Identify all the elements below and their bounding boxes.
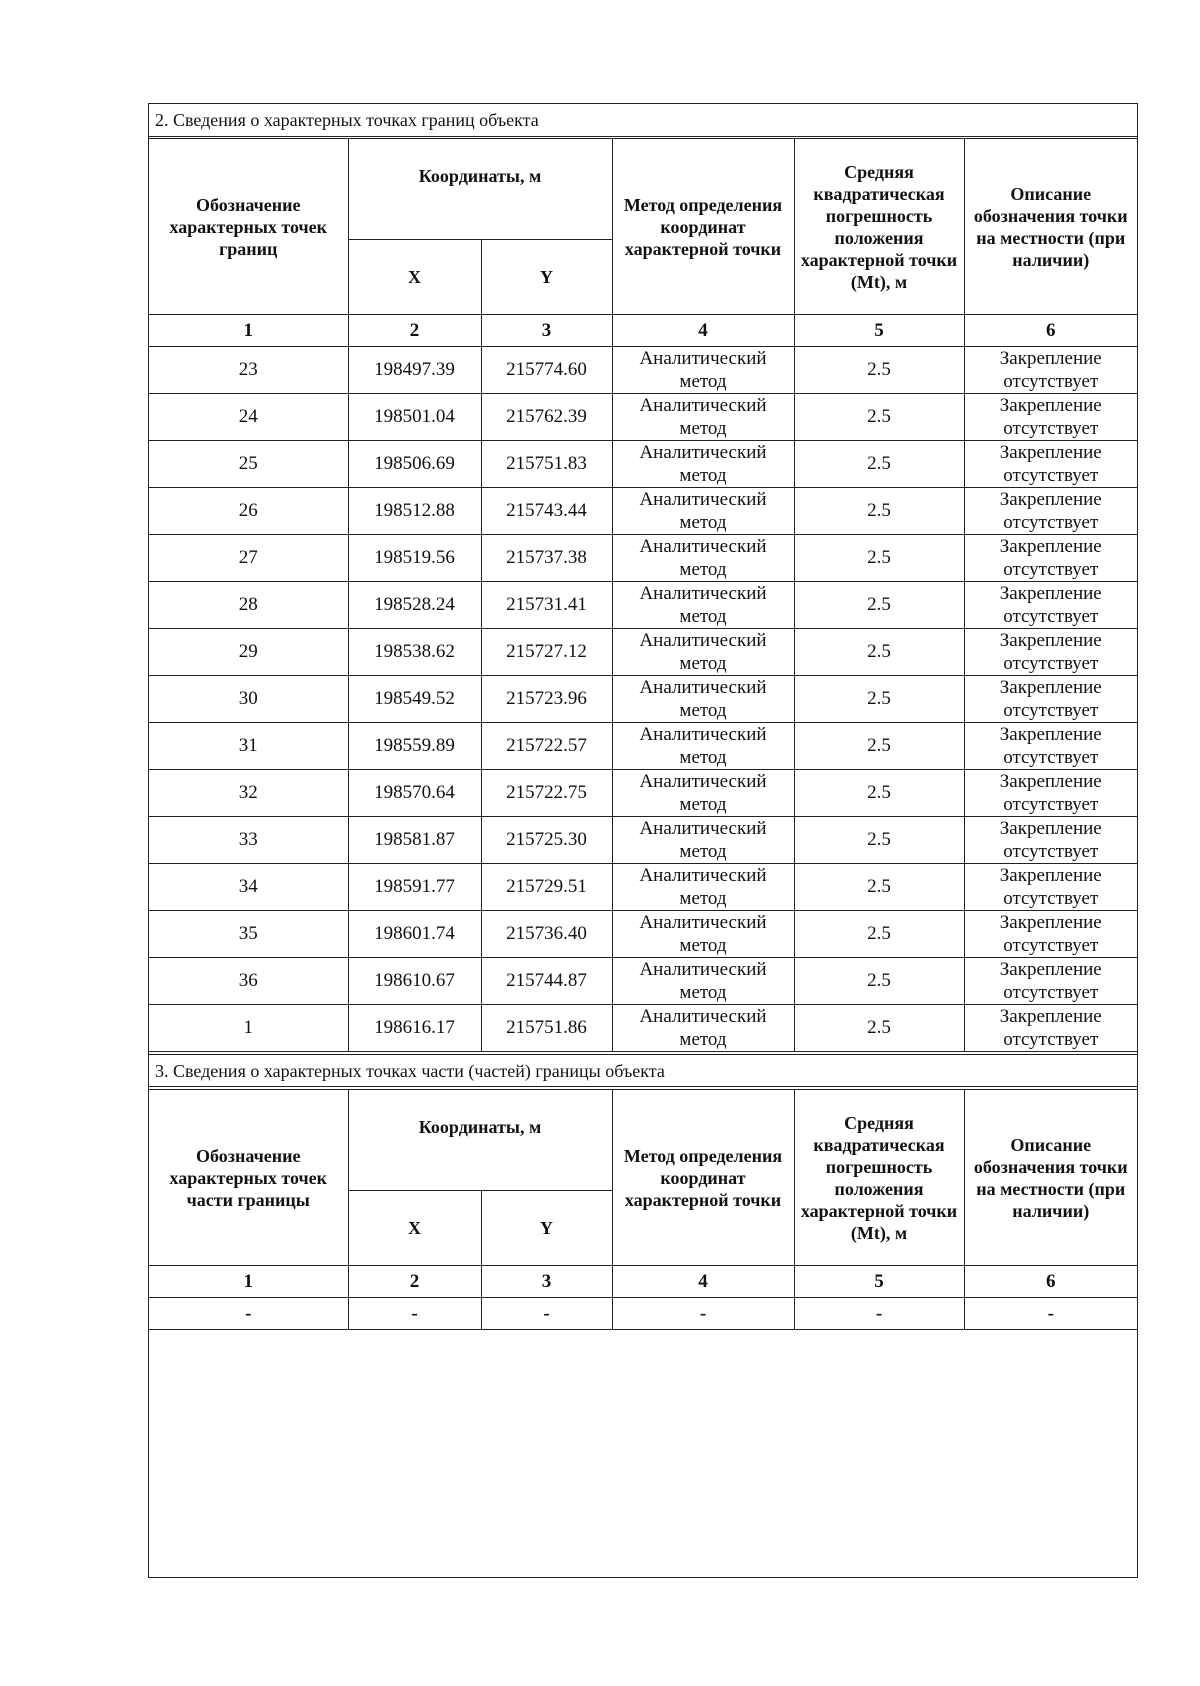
description-cell <box>964 629 1137 676</box>
table-row <box>149 394 1137 441</box>
method-line-2: метод <box>679 465 727 486</box>
method-cell <box>612 958 794 1005</box>
x-cell: 198581.87 <box>348 817 481 864</box>
y-cell: 215762.39 <box>481 394 612 441</box>
table-row <box>149 535 1137 582</box>
col-number: 5 <box>794 1266 964 1298</box>
description-line-1: Закрепление <box>999 1006 1102 1027</box>
error-cell: 2.5 <box>794 488 964 535</box>
point-cell: 25 <box>149 441 348 488</box>
description-cell <box>964 770 1137 817</box>
table-row <box>149 770 1137 817</box>
x-cell: 198519.56 <box>348 535 481 582</box>
col-number: 1 <box>149 1266 348 1298</box>
description-line-1: Закрепление <box>999 583 1102 604</box>
header-y: Y <box>481 240 612 315</box>
table-row <box>149 582 1137 629</box>
description-line-2: отсутствует <box>1003 512 1099 533</box>
error-cell: 2.5 <box>794 347 964 394</box>
header-mean-error: Средняя квадратическая погрешность положения характерной точки (Mt), м <box>794 139 964 315</box>
y-cell: 215751.83 <box>481 441 612 488</box>
col-number: 4 <box>612 1266 794 1298</box>
header-point-designation: Обозначение характерных точек границ <box>149 139 348 315</box>
header-description: Описание обозначения точки на местности (при наличии) <box>964 1090 1137 1266</box>
point-cell: - <box>149 1298 348 1330</box>
point-cell: 30 <box>149 676 348 723</box>
y-cell: 215722.75 <box>481 770 612 817</box>
method-cell <box>612 817 794 864</box>
y-cell: 215737.38 <box>481 535 612 582</box>
error-cell: 2.5 <box>794 911 964 958</box>
column-number-row <box>149 315 1137 347</box>
table-row <box>149 629 1137 676</box>
x-cell: 198506.69 <box>348 441 481 488</box>
description-cell <box>964 911 1137 958</box>
y-cell: 215743.44 <box>481 488 612 535</box>
method-cell <box>612 347 794 394</box>
table-row <box>149 723 1137 770</box>
description-line-2: отсутствует <box>1003 465 1099 486</box>
description-line-1: Закрепление <box>999 959 1102 980</box>
method-line-2: метод <box>679 418 727 439</box>
error-cell: 2.5 <box>794 958 964 1005</box>
method-line-2: метод <box>679 559 727 580</box>
x-cell: 198570.64 <box>348 770 481 817</box>
description-line-2: отсутствует <box>1003 841 1099 862</box>
table-row <box>149 958 1137 1005</box>
header-x: X <box>348 1191 481 1266</box>
point-cell: 23 <box>149 347 348 394</box>
x-cell: 198559.89 <box>348 723 481 770</box>
y-cell: 215751.86 <box>481 1005 612 1052</box>
method-line-1: Аналитический <box>639 818 767 839</box>
x-cell: 198601.74 <box>348 911 481 958</box>
point-cell: 28 <box>149 582 348 629</box>
part-boundary-points-table <box>149 1089 1137 1330</box>
x-cell: 198616.17 <box>348 1005 481 1052</box>
method-line-2: метод <box>679 935 727 956</box>
document-frame <box>148 103 1138 1578</box>
description-line-2: отсутствует <box>1003 1029 1099 1050</box>
table-row <box>149 676 1137 723</box>
method-cell <box>612 676 794 723</box>
method-line-1: Аналитический <box>639 1006 767 1027</box>
col-number: 6 <box>964 1266 1137 1298</box>
method-cell <box>612 441 794 488</box>
y-cell: 215727.12 <box>481 629 612 676</box>
column-number-row <box>149 1266 1137 1298</box>
method-line-2: метод <box>679 653 727 674</box>
description-line-2: отсутствует <box>1003 888 1099 909</box>
col-number: 3 <box>481 315 612 347</box>
header-x: X <box>348 240 481 315</box>
error-cell: 2.5 <box>794 1005 964 1052</box>
header-point-designation: Обозначение характерных точек части границы <box>149 1090 348 1266</box>
description-cell <box>964 817 1137 864</box>
error-cell: 2.5 <box>794 535 964 582</box>
point-cell: 1 <box>149 1005 348 1052</box>
point-cell: 35 <box>149 911 348 958</box>
table-row <box>149 817 1137 864</box>
description-line-2: отсутствует <box>1003 700 1099 721</box>
x-cell: 198549.52 <box>348 676 481 723</box>
description-cell <box>964 347 1137 394</box>
description-line-1: Закрепление <box>999 630 1102 651</box>
table-row <box>149 864 1137 911</box>
y-cell: 215722.57 <box>481 723 612 770</box>
method-line-1: Аналитический <box>639 630 767 651</box>
method-line-1: Аналитический <box>639 442 767 463</box>
table-row <box>149 488 1137 535</box>
method-line-2: метод <box>679 747 727 768</box>
x-cell: - <box>348 1298 481 1330</box>
section-3-title: 3. Сведения о характерных точках части (частей) границы объекта <box>149 1054 1137 1087</box>
method-line-1: Аналитический <box>639 959 767 980</box>
y-cell: - <box>481 1298 612 1330</box>
table-row <box>149 1298 1137 1330</box>
header-description: Описание обозначения точки на местности (при наличии) <box>964 139 1137 315</box>
x-cell: 198538.62 <box>348 629 481 676</box>
table-row <box>149 1005 1137 1052</box>
col-number: 1 <box>149 315 348 347</box>
description-line-2: отсутствует <box>1003 935 1099 956</box>
table-row <box>149 911 1137 958</box>
method-cell <box>612 582 794 629</box>
point-cell: 27 <box>149 535 348 582</box>
description-cell <box>964 958 1137 1005</box>
method-line-2: метод <box>679 700 727 721</box>
method-line-1: Аналитический <box>639 348 767 369</box>
error-cell: 2.5 <box>794 864 964 911</box>
description-cell: - <box>964 1298 1137 1330</box>
x-cell: 198610.67 <box>348 958 481 1005</box>
method-line-2: метод <box>679 888 727 909</box>
description-line-1: Закрепление <box>999 818 1102 839</box>
method-cell <box>612 864 794 911</box>
table-row <box>149 441 1137 488</box>
method-cell <box>612 535 794 582</box>
description-line-1: Закрепление <box>999 348 1102 369</box>
header-method: Метод определения координат характерной точки <box>612 1090 794 1266</box>
error-cell: 2.5 <box>794 582 964 629</box>
method-line-1: Аналитический <box>639 865 767 886</box>
error-cell: 2.5 <box>794 723 964 770</box>
point-cell: 24 <box>149 394 348 441</box>
header-mean-error: Средняя квадратическая погрешность положения характерной точки (Mt), м <box>794 1090 964 1266</box>
description-cell <box>964 488 1137 535</box>
col-number: 5 <box>794 315 964 347</box>
method-line-2: метод <box>679 512 727 533</box>
method-line-1: Аналитический <box>639 912 767 933</box>
description-line-1: Закрепление <box>999 395 1102 416</box>
point-cell: 32 <box>149 770 348 817</box>
col-number: 2 <box>348 1266 481 1298</box>
description-line-2: отсутствует <box>1003 794 1099 815</box>
description-cell <box>964 864 1137 911</box>
method-line-1: Аналитический <box>639 395 767 416</box>
error-cell: 2.5 <box>794 770 964 817</box>
description-line-2: отсутствует <box>1003 606 1099 627</box>
description-cell <box>964 394 1137 441</box>
point-cell: 31 <box>149 723 348 770</box>
x-cell: 198528.24 <box>348 582 481 629</box>
description-line-2: отсутствует <box>1003 747 1099 768</box>
method-line-1: Аналитический <box>639 771 767 792</box>
point-cell: 36 <box>149 958 348 1005</box>
error-cell: 2.5 <box>794 676 964 723</box>
description-line-1: Закрепление <box>999 912 1102 933</box>
col-number: 4 <box>612 315 794 347</box>
header-y: Y <box>481 1191 612 1266</box>
method-cell <box>612 770 794 817</box>
x-cell: 198512.88 <box>348 488 481 535</box>
method-line-2: метод <box>679 606 727 627</box>
y-cell: 215774.60 <box>481 347 612 394</box>
point-cell: 34 <box>149 864 348 911</box>
y-cell: 215729.51 <box>481 864 612 911</box>
description-line-1: Закрепление <box>999 536 1102 557</box>
description-cell <box>964 535 1137 582</box>
y-cell: 215731.41 <box>481 582 612 629</box>
table-header-row <box>149 1090 1137 1191</box>
method-cell <box>612 723 794 770</box>
y-cell: 215725.30 <box>481 817 612 864</box>
description-cell <box>964 441 1137 488</box>
method-line-2: метод <box>679 371 727 392</box>
method-cell: - <box>612 1298 794 1330</box>
boundary-points-table <box>149 138 1137 1052</box>
method-cell <box>612 629 794 676</box>
method-cell <box>612 1005 794 1052</box>
description-line-1: Закрепление <box>999 677 1102 698</box>
method-cell <box>612 394 794 441</box>
description-line-1: Закрепление <box>999 489 1102 510</box>
x-cell: 198497.39 <box>348 347 481 394</box>
method-line-1: Аналитический <box>639 536 767 557</box>
header-coordinates: Координаты, м <box>348 1090 612 1191</box>
table-header-row <box>149 139 1137 240</box>
col-number: 6 <box>964 315 1137 347</box>
description-line-1: Закрепление <box>999 771 1102 792</box>
method-line-2: метод <box>679 841 727 862</box>
description-line-2: отсутствует <box>1003 418 1099 439</box>
col-number: 3 <box>481 1266 612 1298</box>
x-cell: 198501.04 <box>348 394 481 441</box>
point-cell: 29 <box>149 629 348 676</box>
header-method: Метод определения координат характерной точки <box>612 139 794 315</box>
description-cell <box>964 1005 1137 1052</box>
header-coordinates: Координаты, м <box>348 139 612 240</box>
description-line-1: Закрепление <box>999 724 1102 745</box>
description-cell <box>964 676 1137 723</box>
point-cell: 26 <box>149 488 348 535</box>
method-line-2: метод <box>679 1029 727 1050</box>
x-cell: 198591.77 <box>348 864 481 911</box>
description-cell <box>964 582 1137 629</box>
error-cell: 2.5 <box>794 817 964 864</box>
y-cell: 215723.96 <box>481 676 612 723</box>
description-line-2: отсутствует <box>1003 982 1099 1003</box>
error-cell: - <box>794 1298 964 1330</box>
method-line-2: метод <box>679 982 727 1003</box>
col-number: 2 <box>348 315 481 347</box>
method-cell <box>612 911 794 958</box>
method-line-1: Аналитический <box>639 677 767 698</box>
description-cell <box>964 723 1137 770</box>
error-cell: 2.5 <box>794 441 964 488</box>
description-line-1: Закрепление <box>999 865 1102 886</box>
description-line-2: отсутствует <box>1003 371 1099 392</box>
table-row <box>149 347 1137 394</box>
error-cell: 2.5 <box>794 629 964 676</box>
description-line-2: отсутствует <box>1003 653 1099 674</box>
description-line-1: Закрепление <box>999 442 1102 463</box>
method-line-2: метод <box>679 794 727 815</box>
error-cell: 2.5 <box>794 394 964 441</box>
y-cell: 215744.87 <box>481 958 612 1005</box>
method-line-1: Аналитический <box>639 724 767 745</box>
point-cell: 33 <box>149 817 348 864</box>
method-cell <box>612 488 794 535</box>
method-line-1: Аналитический <box>639 583 767 604</box>
method-line-1: Аналитический <box>639 489 767 510</box>
y-cell: 215736.40 <box>481 911 612 958</box>
description-line-2: отсутствует <box>1003 559 1099 580</box>
section-2-title: 2. Сведения о характерных точках границ объекта <box>149 104 1137 137</box>
